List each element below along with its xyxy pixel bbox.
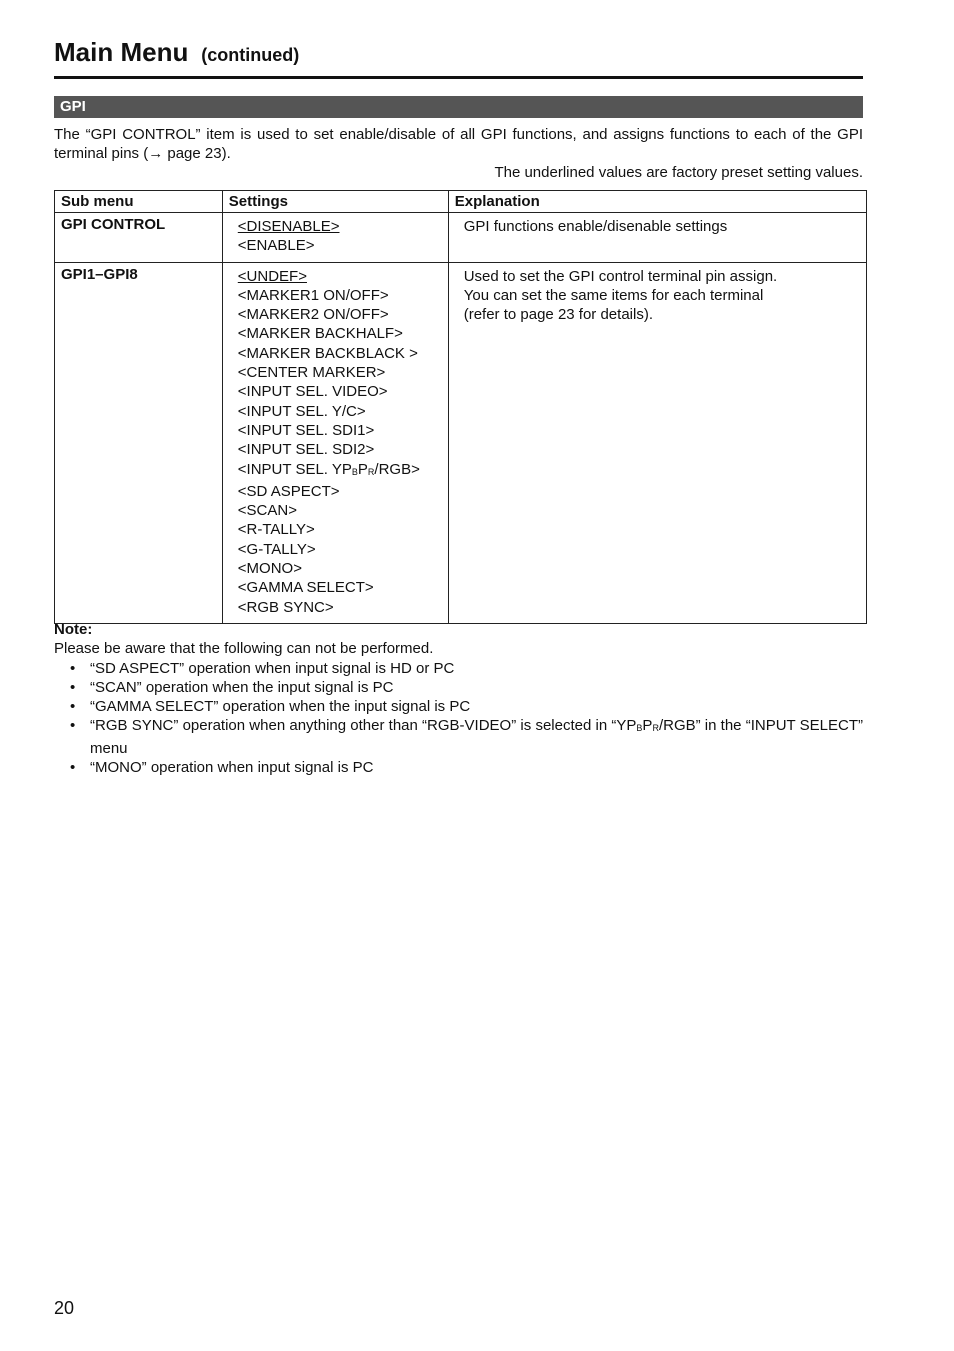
- bullet-icon: •: [70, 659, 76, 677]
- note-item: [54, 697, 863, 716]
- bullet-icon: •: [70, 678, 76, 696]
- setting-option: <INPUT SEL. VIDEO>: [237, 383, 388, 401]
- table-row: [55, 262, 867, 623]
- bullet-icon: •: [70, 698, 76, 716]
- bullet-icon: •: [70, 717, 76, 735]
- header-settings: Settings: [222, 191, 448, 213]
- settings-cell: [222, 213, 448, 263]
- page-title-continued: (continued): [201, 45, 300, 65]
- note-item-text: “GAMMA SELECT” operation when the input signal is PC: [90, 698, 471, 716]
- note-block: [54, 620, 863, 777]
- setting-option-factory-default: <DISENABLE>: [237, 218, 340, 235]
- note-item: [54, 678, 863, 697]
- note-item: [54, 659, 863, 678]
- setting-option: <MARKER1 ON/OFF>: [237, 286, 389, 304]
- header-sub-menu: Sub menu: [55, 191, 223, 213]
- explanation-line: You can set the same items for each terminal: [463, 286, 764, 304]
- note-item: [54, 716, 863, 758]
- setting-option: <INPUT SEL. Y/C>: [237, 402, 366, 420]
- setting-option: <GAMMA SELECT>: [237, 579, 374, 597]
- setting-option: <MARKER BACKBLACK >: [237, 344, 418, 362]
- setting-option-factory-default: <UNDEF>: [237, 267, 307, 285]
- sub-menu-cell: GPI CONTROL: [55, 213, 223, 263]
- setting-option: <MARKER BACKHALF>: [237, 325, 403, 343]
- setting-option: <SCAN>: [237, 502, 297, 520]
- factory-preset-note: The underlined values are factory preset setting values.: [494, 164, 863, 181]
- setting-option: <ENABLE>: [237, 237, 315, 255]
- note-item-text: “SCAN” operation when the input signal is PC: [90, 678, 394, 696]
- note-item: [54, 758, 863, 777]
- page-number: 20: [54, 1298, 75, 1318]
- intro-paragraph: The “GPI CONTROL” item is used to set enable/disable of all GPI functions, and assigns functions to each of the GPI terminal pins (→ page 23).: [54, 126, 863, 162]
- setting-option: <INPUT SEL. YPBPR/RGB>: [237, 460, 420, 478]
- explanation-line: GPI functions enable/disenable settings: [463, 218, 728, 235]
- header-explanation: Explanation: [448, 191, 866, 213]
- gpi-settings-table: [54, 190, 867, 624]
- setting-option: <MARKER2 ON/OFF>: [237, 306, 389, 324]
- table-row: [55, 213, 867, 263]
- setting-option: <MONO>: [237, 560, 302, 578]
- note-title: Note:: [54, 621, 93, 638]
- setting-option: <CENTER MARKER>: [237, 364, 386, 382]
- note-item-text: “RGB SYNC” operation when anything other than “RGB-VIDEO” is selected in “YPBPR/RGB” in the “INPUT SELECT” menu: [90, 717, 863, 757]
- settings-cell: [222, 262, 448, 623]
- section-header-gpi: GPI: [54, 96, 863, 118]
- explanation-cell: [448, 262, 866, 623]
- setting-option: <R-TALLY>: [237, 521, 315, 539]
- note-list: [54, 659, 863, 778]
- bullet-icon: •: [70, 759, 76, 777]
- page-title: [54, 32, 299, 69]
- explanation-cell: [448, 213, 866, 263]
- page-title-main: Main Menu: [54, 37, 189, 67]
- setting-option: <INPUT SEL. SDI2>: [237, 441, 375, 459]
- note-lead: Please be aware that the following can not be performed.: [54, 640, 434, 658]
- table-header-row: [55, 191, 867, 213]
- sub-menu-cell: GPI1–GPI8: [55, 262, 223, 623]
- table-body: [55, 213, 867, 624]
- title-rule: [54, 76, 863, 79]
- explanation-line: (refer to page 23 for details).: [463, 306, 653, 324]
- setting-option: <RGB SYNC>: [237, 598, 334, 616]
- note-item-text: “MONO” operation when input signal is PC: [90, 759, 374, 777]
- setting-option: <G-TALLY>: [237, 540, 316, 558]
- setting-option: <SD ASPECT>: [237, 482, 340, 500]
- setting-option: <INPUT SEL. SDI1>: [237, 421, 375, 439]
- explanation-line: Used to set the GPI control terminal pin assign.: [463, 267, 778, 285]
- note-item-text: “SD ASPECT” operation when input signal is HD or PC: [90, 659, 455, 677]
